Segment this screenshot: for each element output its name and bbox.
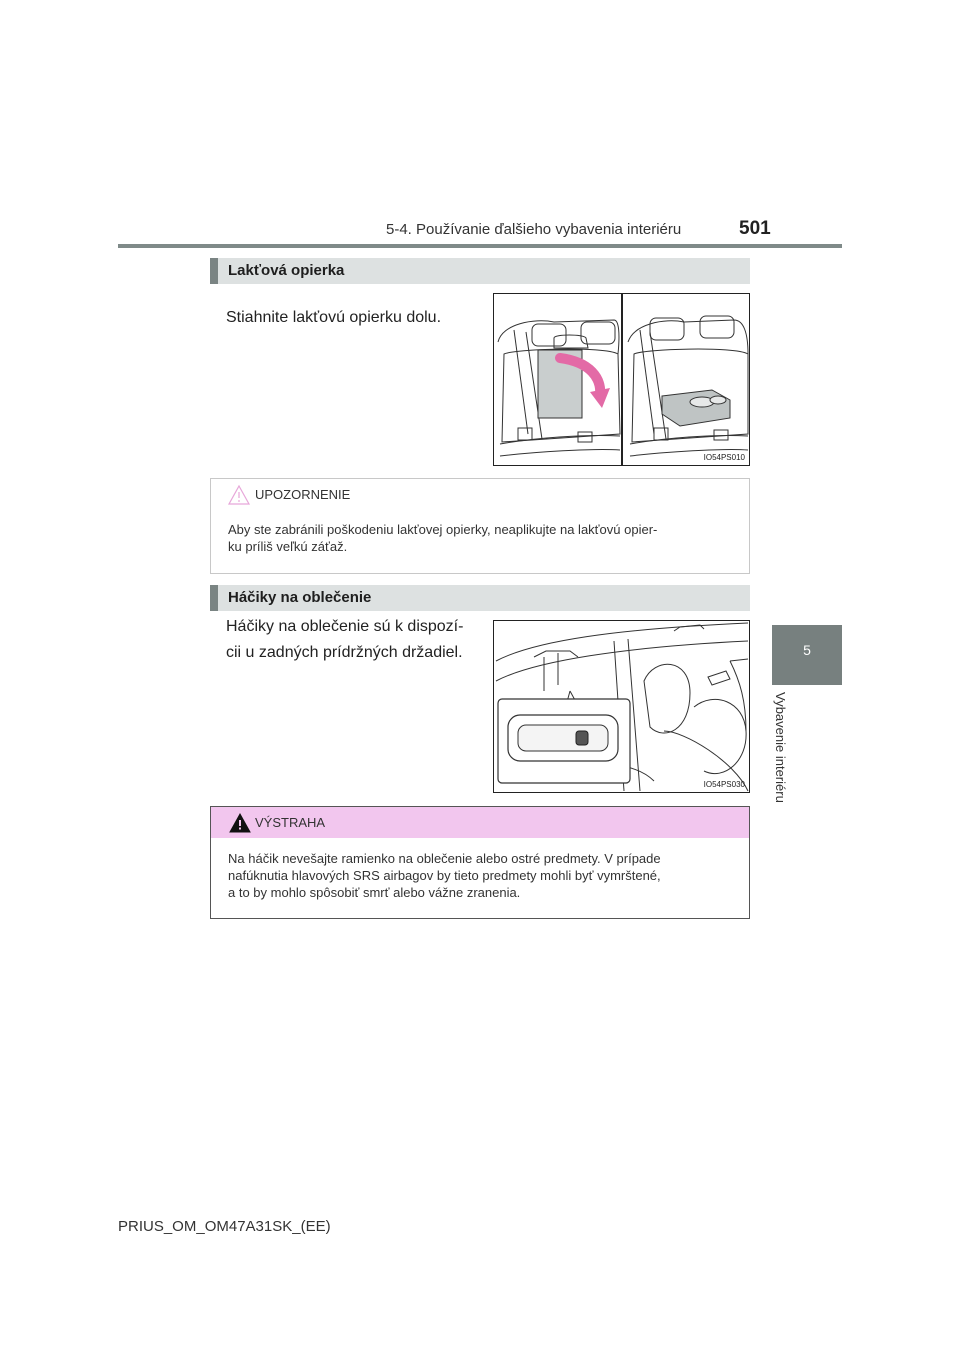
- running-header-section: 5-4. Používanie ďalšieho vybavenia interiéru: [386, 221, 682, 238]
- figure-code: IO54PS010: [703, 453, 745, 462]
- hooks-illustration: [493, 620, 750, 793]
- chapter-number: 5: [803, 642, 811, 658]
- caution-text: Aby ste zabránili poškodeniu lakťovej opierky, neaplikujte na lakťovú opier- ku príliš veľkú záťaž.: [228, 522, 658, 554]
- caution-triangle-icon: [227, 484, 251, 506]
- caution-title: UPOZORNENIE: [255, 487, 351, 502]
- armrest-instruction: Stiahnite lakťovú opierku dolu.: [226, 309, 442, 326]
- warning-title: VÝSTRAHA: [255, 815, 326, 830]
- armrest-illustration: [493, 293, 750, 466]
- chapter-label: Vybavenie interiéru: [773, 692, 788, 803]
- clothes-hook: [576, 731, 588, 745]
- hooks-drawing: [494, 621, 749, 792]
- caution-box: [210, 478, 750, 574]
- section-heading-hooks: Háčiky na oblečenie: [210, 585, 750, 611]
- warning-box: [210, 806, 750, 919]
- armrest-lowered: [662, 390, 730, 426]
- figure-code: IO54PS030: [703, 780, 745, 789]
- hooks-description: Háčiky na oblečenie sú k dispozí- cii u zadných prídržných držadiel.: [226, 618, 464, 661]
- warning-text: Na háčik nevešajte ramienko na oblečenie alebo ostré predmety. V prípade nafúknutia hlavových SRS airbagov by tieto predmety mohli byť vymrštené, a to by mohlo spôsobiť smrť alebo vážne zranenia.: [228, 851, 661, 900]
- warning-triangle-icon: [228, 812, 252, 834]
- armrest-drawing: [494, 294, 749, 465]
- header-rule: [118, 244, 842, 248]
- section-heading-armrest: Lakťová opierka: [210, 258, 750, 284]
- page-number: 501: [739, 218, 771, 239]
- document-footer: PRIUS_OM_OM47A31SK_(EE): [118, 1218, 331, 1235]
